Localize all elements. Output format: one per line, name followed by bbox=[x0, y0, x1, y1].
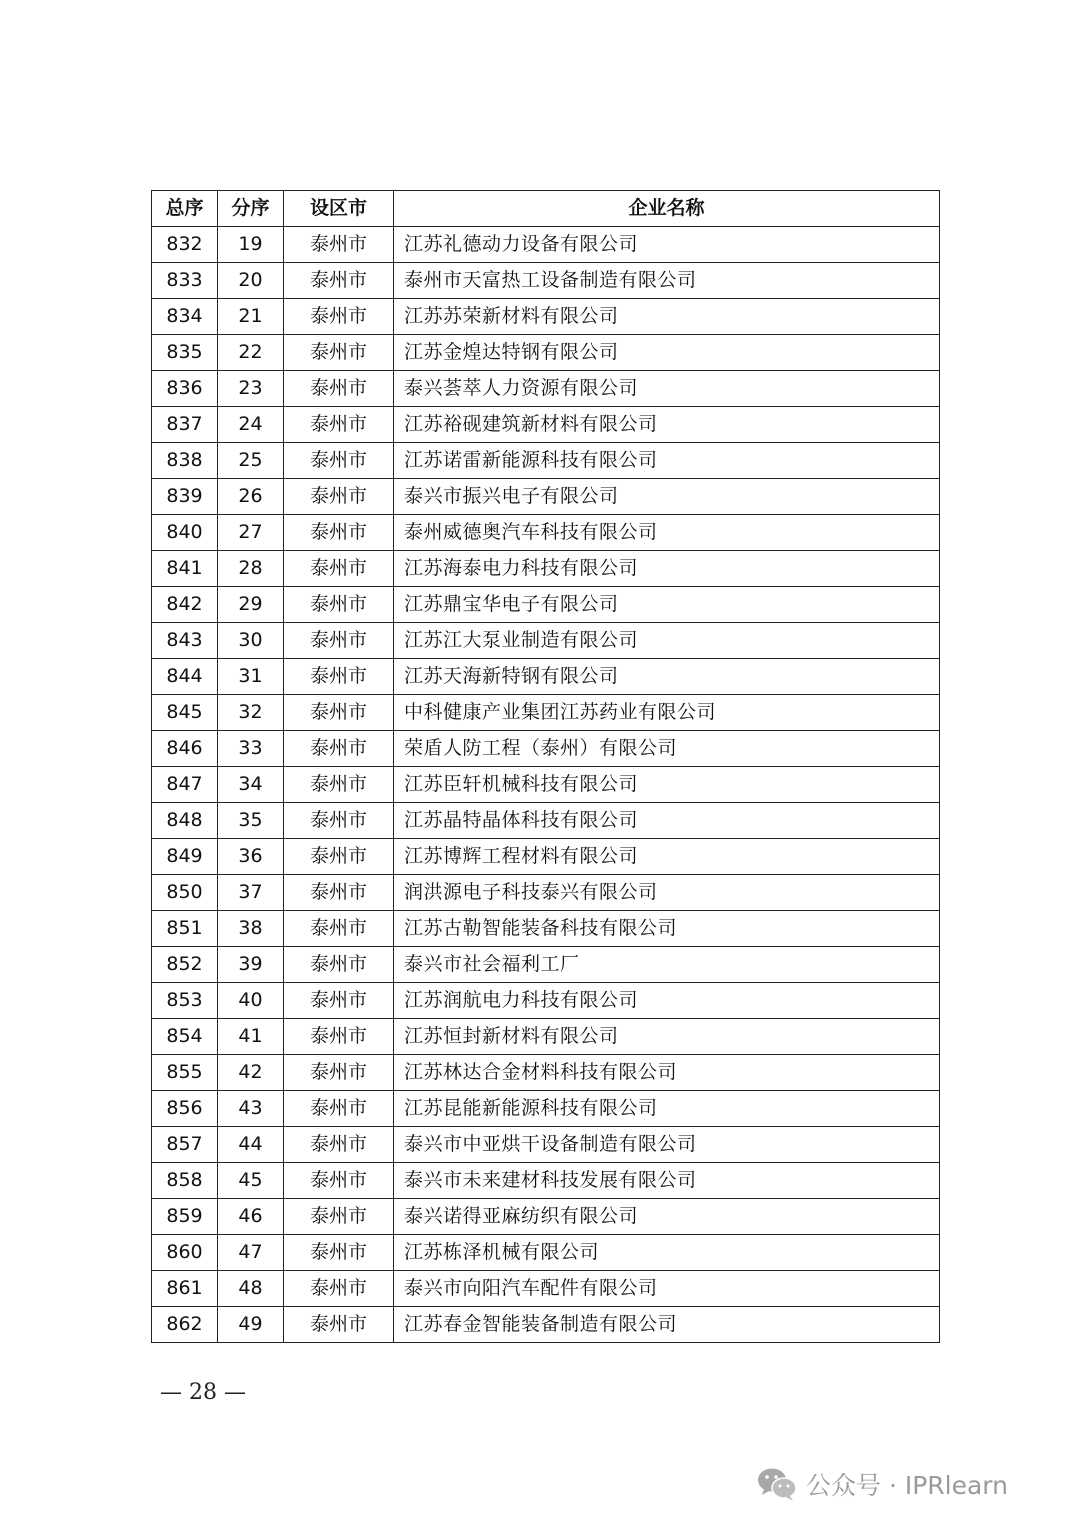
cell-company-name: 泰州市天富热工设备制造有限公司 bbox=[394, 263, 940, 299]
cell-city: 泰州市 bbox=[284, 335, 394, 371]
cell-city: 泰州市 bbox=[284, 1199, 394, 1235]
cell-sub-index: 38 bbox=[218, 911, 284, 947]
cell-total-index: 839 bbox=[152, 479, 218, 515]
cell-total-index: 840 bbox=[152, 515, 218, 551]
cell-city: 泰州市 bbox=[284, 1307, 394, 1343]
table-row bbox=[152, 551, 940, 587]
cell-total-index: 841 bbox=[152, 551, 218, 587]
cell-company-name: 泰兴市向阳汽车配件有限公司 bbox=[394, 1271, 940, 1307]
cell-company-name: 江苏诺雷新能源科技有限公司 bbox=[394, 443, 940, 479]
cell-company-name: 泰兴市中亚烘干设备制造有限公司 bbox=[394, 1127, 940, 1163]
cell-sub-index: 44 bbox=[218, 1127, 284, 1163]
cell-company-name: 江苏臣轩机械科技有限公司 bbox=[394, 767, 940, 803]
cell-sub-index: 27 bbox=[218, 515, 284, 551]
cell-company-name: 江苏江大泵业制造有限公司 bbox=[394, 623, 940, 659]
cell-sub-index: 45 bbox=[218, 1163, 284, 1199]
cell-company-name: 江苏晶特晶体科技有限公司 bbox=[394, 803, 940, 839]
cell-total-index: 838 bbox=[152, 443, 218, 479]
cell-sub-index: 49 bbox=[218, 1307, 284, 1343]
page-number: — 28 — bbox=[160, 1380, 246, 1405]
cell-company-name: 润洪源电子科技泰兴有限公司 bbox=[394, 875, 940, 911]
cell-total-index: 853 bbox=[152, 983, 218, 1019]
table-row bbox=[152, 227, 940, 263]
cell-sub-index: 22 bbox=[218, 335, 284, 371]
cell-sub-index: 32 bbox=[218, 695, 284, 731]
header-company-name: 企业名称 bbox=[394, 191, 940, 227]
cell-sub-index: 34 bbox=[218, 767, 284, 803]
cell-company-name: 江苏林达合金材料科技有限公司 bbox=[394, 1055, 940, 1091]
cell-total-index: 846 bbox=[152, 731, 218, 767]
cell-city: 泰州市 bbox=[284, 515, 394, 551]
cell-company-name: 中科健康产业集团江苏药业有限公司 bbox=[394, 695, 940, 731]
table-row bbox=[152, 911, 940, 947]
cell-total-index: 850 bbox=[152, 875, 218, 911]
cell-total-index: 857 bbox=[152, 1127, 218, 1163]
wechat-icon bbox=[756, 1466, 798, 1502]
table-row bbox=[152, 1271, 940, 1307]
cell-sub-index: 25 bbox=[218, 443, 284, 479]
cell-company-name: 江苏苏荣新材料有限公司 bbox=[394, 299, 940, 335]
cell-sub-index: 35 bbox=[218, 803, 284, 839]
table-row bbox=[152, 479, 940, 515]
cell-city: 泰州市 bbox=[284, 911, 394, 947]
cell-sub-index: 37 bbox=[218, 875, 284, 911]
cell-city: 泰州市 bbox=[284, 371, 394, 407]
cell-total-index: 847 bbox=[152, 767, 218, 803]
cell-city: 泰州市 bbox=[284, 623, 394, 659]
cell-total-index: 860 bbox=[152, 1235, 218, 1271]
table-row bbox=[152, 263, 940, 299]
cell-sub-index: 21 bbox=[218, 299, 284, 335]
cell-total-index: 848 bbox=[152, 803, 218, 839]
cell-city: 泰州市 bbox=[284, 659, 394, 695]
cell-total-index: 856 bbox=[152, 1091, 218, 1127]
cell-city: 泰州市 bbox=[284, 947, 394, 983]
cell-total-index: 849 bbox=[152, 839, 218, 875]
cell-sub-index: 39 bbox=[218, 947, 284, 983]
cell-total-index: 844 bbox=[152, 659, 218, 695]
cell-sub-index: 47 bbox=[218, 1235, 284, 1271]
table-row bbox=[152, 1055, 940, 1091]
cell-company-name: 江苏润航电力科技有限公司 bbox=[394, 983, 940, 1019]
table-row bbox=[152, 659, 940, 695]
cell-company-name: 江苏春金智能装备制造有限公司 bbox=[394, 1307, 940, 1343]
cell-city: 泰州市 bbox=[284, 1235, 394, 1271]
cell-company-name: 江苏金煌达特钢有限公司 bbox=[394, 335, 940, 371]
cell-total-index: 845 bbox=[152, 695, 218, 731]
cell-sub-index: 46 bbox=[218, 1199, 284, 1235]
cell-sub-index: 40 bbox=[218, 983, 284, 1019]
cell-city: 泰州市 bbox=[284, 875, 394, 911]
cell-total-index: 843 bbox=[152, 623, 218, 659]
table-row bbox=[152, 587, 940, 623]
cell-total-index: 832 bbox=[152, 227, 218, 263]
table-row bbox=[152, 767, 940, 803]
cell-company-name: 泰州威德奥汽车科技有限公司 bbox=[394, 515, 940, 551]
cell-sub-index: 48 bbox=[218, 1271, 284, 1307]
cell-total-index: 834 bbox=[152, 299, 218, 335]
cell-city: 泰州市 bbox=[284, 983, 394, 1019]
table-row bbox=[152, 695, 940, 731]
table-body bbox=[152, 227, 940, 1343]
cell-company-name: 江苏博辉工程材料有限公司 bbox=[394, 839, 940, 875]
cell-sub-index: 41 bbox=[218, 1019, 284, 1055]
table-row bbox=[152, 839, 940, 875]
cell-city: 泰州市 bbox=[284, 803, 394, 839]
cell-city: 泰州市 bbox=[284, 551, 394, 587]
table-row bbox=[152, 1091, 940, 1127]
table-row bbox=[152, 299, 940, 335]
cell-sub-index: 23 bbox=[218, 371, 284, 407]
cell-company-name: 江苏裕砚建筑新材料有限公司 bbox=[394, 407, 940, 443]
cell-total-index: 861 bbox=[152, 1271, 218, 1307]
table-header-row bbox=[152, 191, 940, 227]
cell-sub-index: 26 bbox=[218, 479, 284, 515]
cell-company-name: 江苏礼德动力设备有限公司 bbox=[394, 227, 940, 263]
cell-city: 泰州市 bbox=[284, 227, 394, 263]
cell-company-name: 江苏栋泽机械有限公司 bbox=[394, 1235, 940, 1271]
cell-company-name: 江苏鼎宝华电子有限公司 bbox=[394, 587, 940, 623]
cell-city: 泰州市 bbox=[284, 299, 394, 335]
table-row bbox=[152, 1199, 940, 1235]
cell-city: 泰州市 bbox=[284, 695, 394, 731]
cell-city: 泰州市 bbox=[284, 1127, 394, 1163]
cell-total-index: 855 bbox=[152, 1055, 218, 1091]
cell-city: 泰州市 bbox=[284, 1091, 394, 1127]
table-row bbox=[152, 515, 940, 551]
table-row bbox=[152, 623, 940, 659]
cell-company-name: 泰兴诺得亚麻纺织有限公司 bbox=[394, 1199, 940, 1235]
header-sub-index: 分序 bbox=[218, 191, 284, 227]
cell-city: 泰州市 bbox=[284, 1055, 394, 1091]
cell-sub-index: 42 bbox=[218, 1055, 284, 1091]
cell-sub-index: 36 bbox=[218, 839, 284, 875]
header-total-index: 总序 bbox=[152, 191, 218, 227]
header-city: 设区市 bbox=[284, 191, 394, 227]
cell-company-name: 江苏古勒智能装备科技有限公司 bbox=[394, 911, 940, 947]
cell-company-name: 江苏天海新特钢有限公司 bbox=[394, 659, 940, 695]
table-row bbox=[152, 983, 940, 1019]
cell-company-name: 泰兴市社会福利工厂 bbox=[394, 947, 940, 983]
watermark bbox=[756, 1462, 1008, 1506]
cell-company-name: 荣盾人防工程（泰州）有限公司 bbox=[394, 731, 940, 767]
cell-total-index: 836 bbox=[152, 371, 218, 407]
cell-company-name: 泰兴荟萃人力资源有限公司 bbox=[394, 371, 940, 407]
cell-sub-index: 30 bbox=[218, 623, 284, 659]
table-row bbox=[152, 1307, 940, 1343]
cell-company-name: 江苏昆能新能源科技有限公司 bbox=[394, 1091, 940, 1127]
cell-total-index: 833 bbox=[152, 263, 218, 299]
table-row bbox=[152, 371, 940, 407]
cell-total-index: 842 bbox=[152, 587, 218, 623]
cell-total-index: 854 bbox=[152, 1019, 218, 1055]
cell-company-name: 泰兴市振兴电子有限公司 bbox=[394, 479, 940, 515]
table-row bbox=[152, 731, 940, 767]
table-row bbox=[152, 443, 940, 479]
cell-city: 泰州市 bbox=[284, 479, 394, 515]
cell-city: 泰州市 bbox=[284, 839, 394, 875]
table-row bbox=[152, 875, 940, 911]
table-row bbox=[152, 1127, 940, 1163]
cell-sub-index: 24 bbox=[218, 407, 284, 443]
enterprise-table bbox=[151, 190, 940, 1343]
cell-total-index: 852 bbox=[152, 947, 218, 983]
cell-city: 泰州市 bbox=[284, 407, 394, 443]
cell-total-index: 862 bbox=[152, 1307, 218, 1343]
cell-city: 泰州市 bbox=[284, 767, 394, 803]
cell-sub-index: 33 bbox=[218, 731, 284, 767]
cell-city: 泰州市 bbox=[284, 443, 394, 479]
cell-sub-index: 31 bbox=[218, 659, 284, 695]
cell-city: 泰州市 bbox=[284, 1163, 394, 1199]
cell-total-index: 835 bbox=[152, 335, 218, 371]
table-row bbox=[152, 1163, 940, 1199]
table-row bbox=[152, 407, 940, 443]
cell-total-index: 858 bbox=[152, 1163, 218, 1199]
cell-total-index: 859 bbox=[152, 1199, 218, 1235]
table-row bbox=[152, 947, 940, 983]
cell-total-index: 837 bbox=[152, 407, 218, 443]
cell-sub-index: 29 bbox=[218, 587, 284, 623]
cell-company-name: 泰兴市未来建材科技发展有限公司 bbox=[394, 1163, 940, 1199]
table-row bbox=[152, 803, 940, 839]
cell-sub-index: 20 bbox=[218, 263, 284, 299]
cell-company-name: 江苏海泰电力科技有限公司 bbox=[394, 551, 940, 587]
cell-city: 泰州市 bbox=[284, 1019, 394, 1055]
cell-sub-index: 43 bbox=[218, 1091, 284, 1127]
cell-total-index: 851 bbox=[152, 911, 218, 947]
table-row bbox=[152, 1235, 940, 1271]
cell-city: 泰州市 bbox=[284, 263, 394, 299]
cell-sub-index: 28 bbox=[218, 551, 284, 587]
watermark-text: 公众号 · IPRlearn bbox=[806, 1471, 1008, 1500]
cell-city: 泰州市 bbox=[284, 587, 394, 623]
table-row bbox=[152, 335, 940, 371]
table-row bbox=[152, 1019, 940, 1055]
cell-company-name: 江苏恒封新材料有限公司 bbox=[394, 1019, 940, 1055]
cell-city: 泰州市 bbox=[284, 731, 394, 767]
cell-sub-index: 19 bbox=[218, 227, 284, 263]
cell-city: 泰州市 bbox=[284, 1271, 394, 1307]
